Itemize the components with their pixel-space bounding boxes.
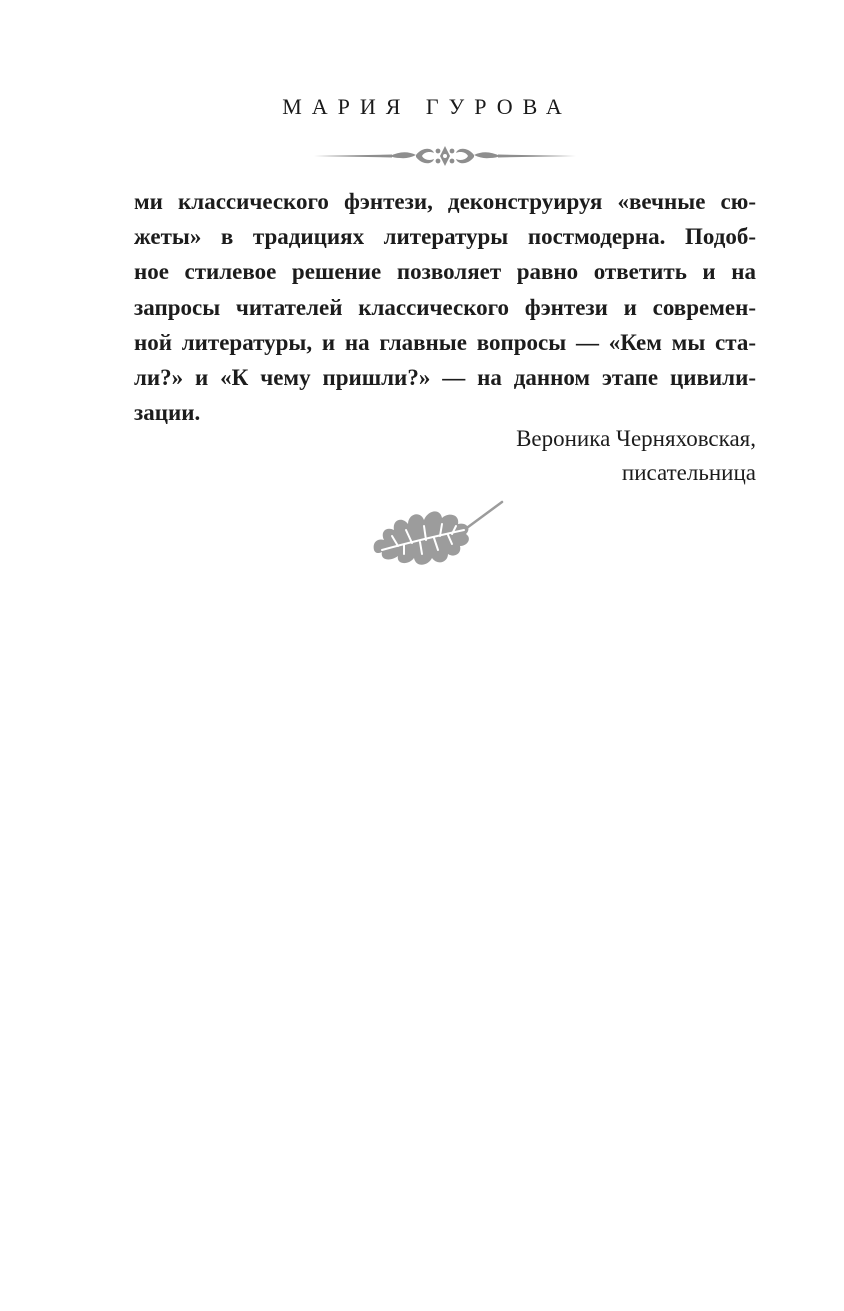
text-line: ми классического фэнтези, деконструируя «вечные сю- (134, 189, 756, 214)
text-line: ной литературы, и на главные вопросы — «Кем мы ста- (134, 329, 756, 355)
signature-name: Вероника Черняховская, (516, 426, 756, 451)
text-line: ли?» и «К чему пришли?» — на данном этапе цивили- (134, 364, 756, 390)
oak-leaf-icon (368, 494, 504, 574)
text-line: зации. (134, 400, 201, 426)
running-head-author: МАРИЯ ГУРОВА (282, 94, 572, 119)
text-line: запросы читателей классического фэнтези и современ- (134, 294, 756, 320)
text-line: ное стилевое решение позволяет равно ответить и на (134, 259, 756, 285)
signature-role: писательница (621, 460, 756, 485)
preface-paragraph (134, 184, 756, 430)
text-line: жеты» в традициях литературы постмодерна. Подоб- (134, 224, 756, 250)
signature-block (134, 422, 756, 490)
scroll-ornament-icon (312, 143, 578, 169)
